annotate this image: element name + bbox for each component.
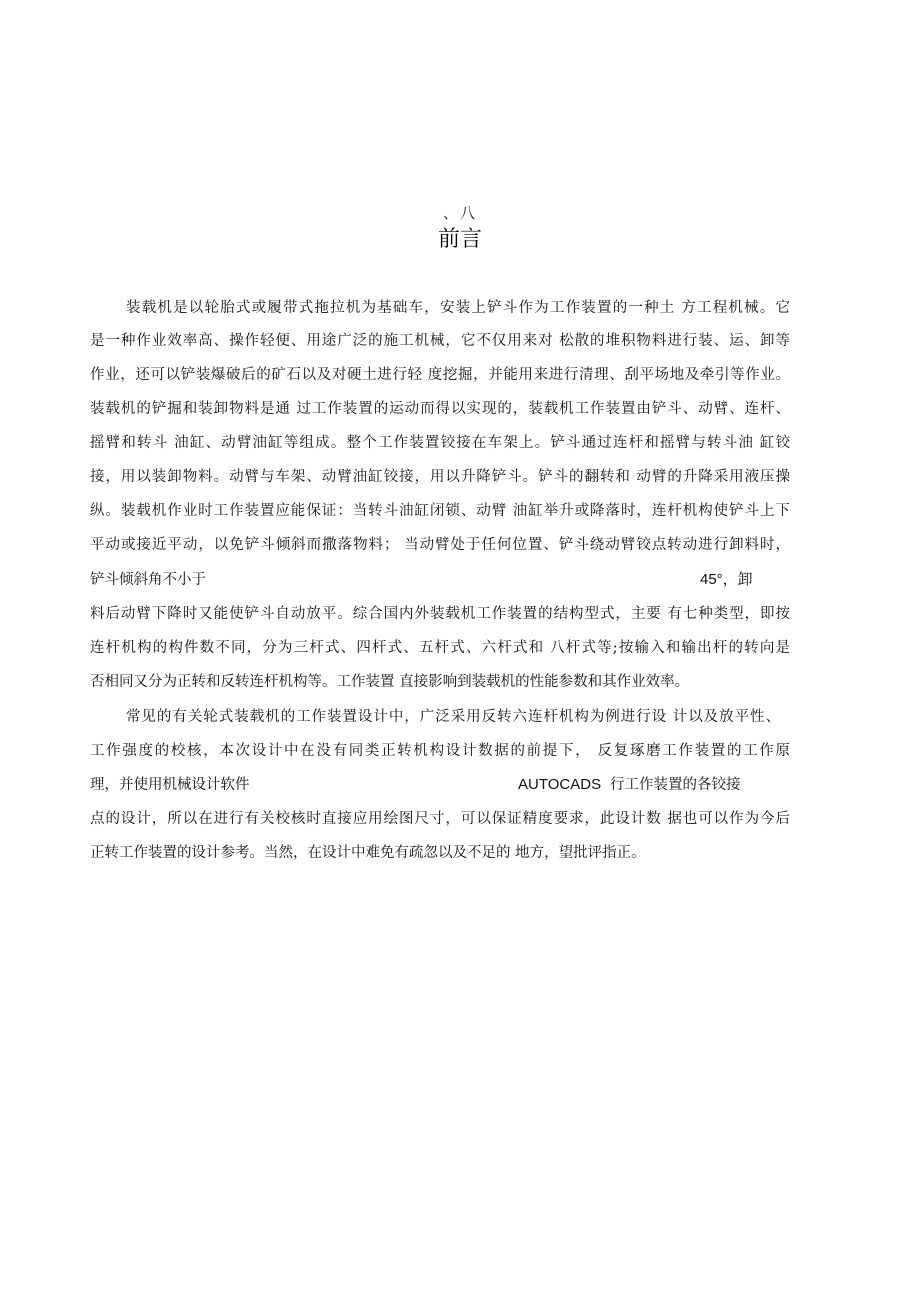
text-line: 接，用以装卸物料。动臂与车架、动臂油缸铰接，用以升降铲斗。铲斗的翻转和 动臂的升降采用液压操 xyxy=(90,469,790,485)
header-mark: 、八 xyxy=(442,204,477,222)
text-line: 常见的有关轮式装载机的工作装置设计中，广泛采用反转六连杆机构为例进行设 计以及放平性、 xyxy=(126,709,780,725)
text-line: 是一种作业效率高、操作轻便、用途广泛的施工机械，它不仅用来对 松散的堆积物料进行装、运、卸等 xyxy=(90,333,790,349)
text-line: 作业，还可以铲装爆破后的矿石以及对硬土进行轻 度挖掘，并能用来进行清理、刮平场地及牵引等作业。 xyxy=(90,367,790,383)
software-name: AUTOCADS xyxy=(518,776,602,793)
split-line xyxy=(90,774,790,796)
text-line: 装载机是以轮胎式或履带式拖拉机为基础车，安装上铲斗作为工作装置的一种土 方工程机械。它 xyxy=(126,300,790,316)
split-line-left: 铲斗倾斜角不小于 xyxy=(90,572,206,588)
split-line-right: 行工作装置的各铰接 xyxy=(610,777,741,793)
split-line-left: 理，并使用机械设计软件 xyxy=(90,777,250,793)
text-line: 摇臂和转斗 油缸、动臂油缸等组成。整个工作装置铰接在车架上。铲斗通过连杆和摇臂与转斗油 缸铰 xyxy=(90,435,790,451)
text-line: 料后动臂下降时又能使铲斗自动放平。综合国内外装载机工作装置的结构型式，主要 有七种类型，即按 xyxy=(90,606,790,622)
split-line-right: 45°，卸 xyxy=(700,571,753,588)
text-line: 点的设计，所以在进行有关校核时直接应用绘图尺寸，可以保证精度要求，此设计数 据也可以作为今后 xyxy=(90,811,790,827)
text-line: 平动或接近平动，以免铲斗倾斜而撒落物料； 当动臂处于任何位置、铲斗绕动臂铰点转动进行卸料时， xyxy=(90,537,790,553)
text-line: 纵。装载机作业时工作装置应能保证：当转斗油缸闭锁、动臂 油缸举升或降落时，连杆机构使铲斗上下 xyxy=(90,503,790,519)
text-line: 装载机的铲掘和装卸物料是通 过工作装置的运动而得以实现的，装载机工作装置由铲斗、动臂、连杆、 xyxy=(90,401,790,417)
text-line: 正转工作装置的设计参考。当然，在设计中难免有疏忽以及不足的 地方，望批评指正。 xyxy=(90,845,646,861)
split-line xyxy=(90,569,790,591)
text-line: 连杆机构的构件数不同，分为三杆式、四杆式、五杆式、六杆式和 八杆式等;按输入和输出杆的转向是 xyxy=(90,640,790,656)
text-line: 否相同又分为正转和反转连杆机构等。工作装置 直接影响到装载机的性能参数和其作业效率。 xyxy=(90,674,690,690)
page-title: 前言 xyxy=(437,227,482,252)
text-line: 工作强度的校核，本次设计中在没有同类正转机构设计数据的前提下， 反复琢磨工作装置的工作原 xyxy=(90,743,790,759)
